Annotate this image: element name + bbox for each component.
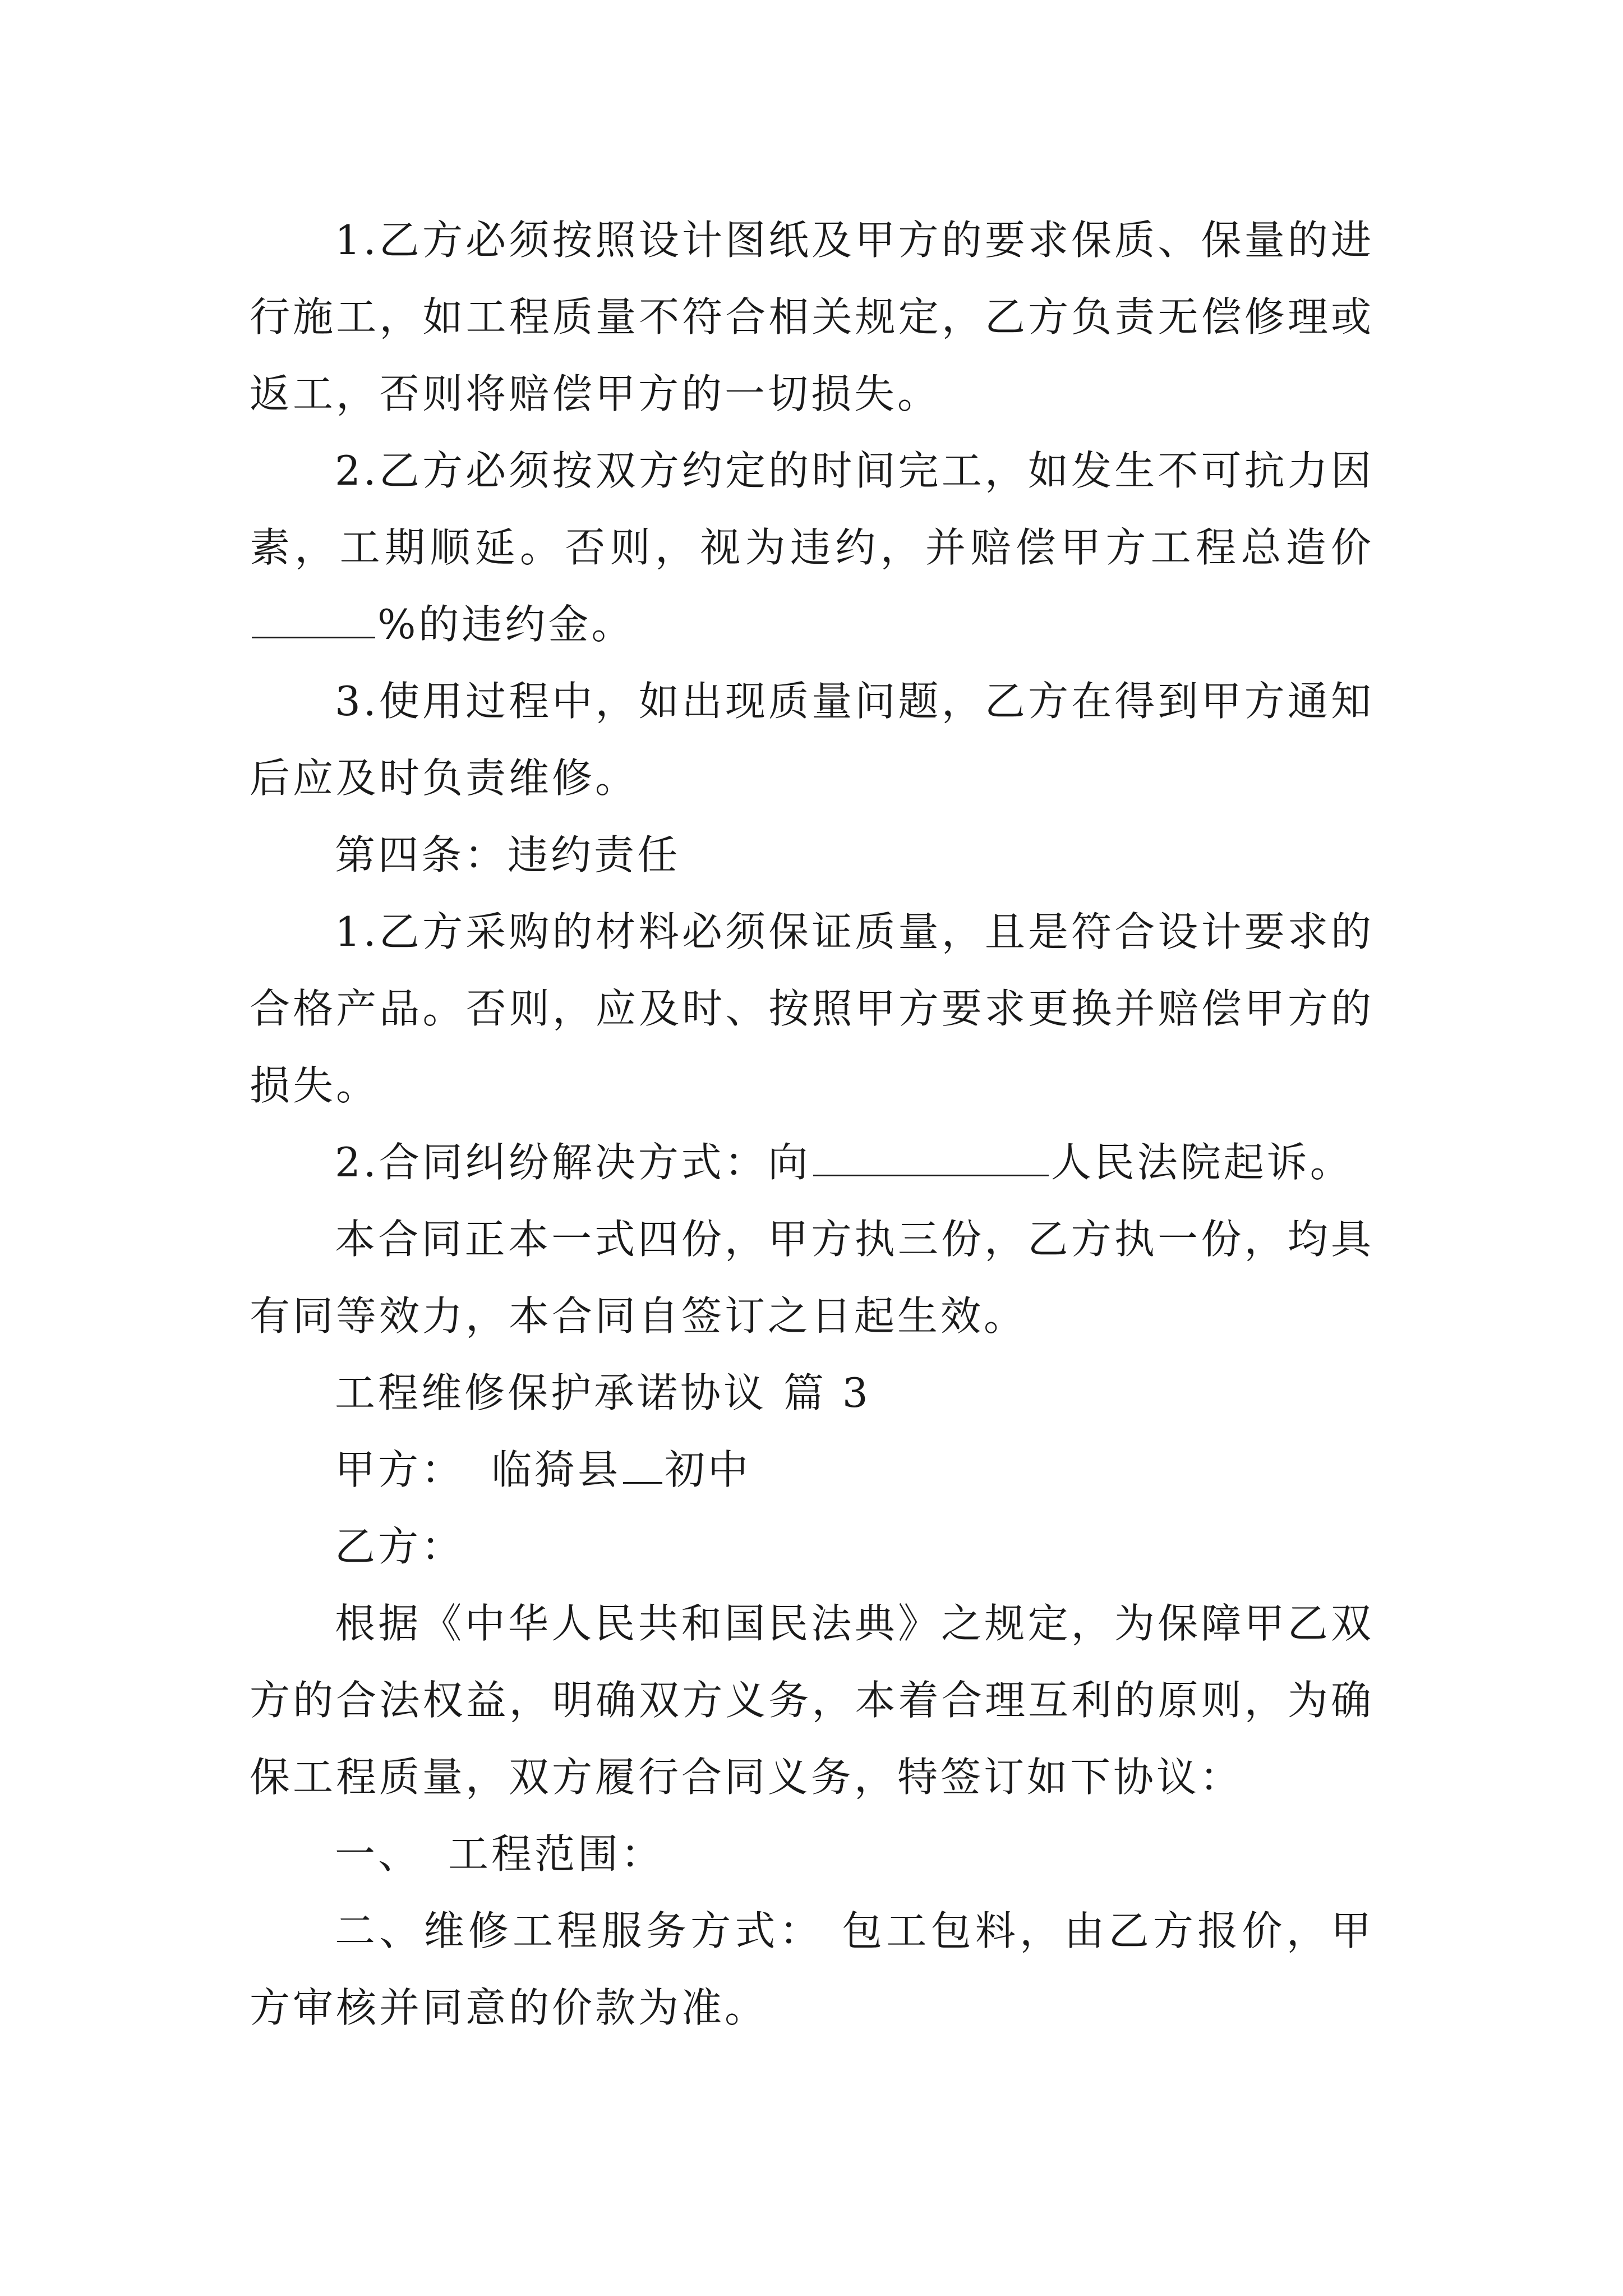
section-one-text: 工程范围： bbox=[448, 1830, 665, 1878]
agreement-title bbox=[250, 1355, 1374, 1432]
section-two-label: 二、维修工程服务方式： bbox=[335, 1907, 824, 1954]
document-body bbox=[250, 202, 1374, 2046]
party-a-county: 临猗县 bbox=[491, 1446, 621, 1493]
clause-deadline-tail: %的违约金。 bbox=[377, 601, 635, 648]
clause-copies: 本合同正本一式四份，甲方执三份，乙方执一份，均具有同等效力，本合同自签订之日起生效。 bbox=[250, 1216, 1374, 1340]
agreement-preamble: 根据《中华人民共和国民法典》之规定，为保障甲乙双方的合法权益，明确双方义务，本着合理互利的原则，为确保工程质量，双方履行合同义务，特签订如下协议： bbox=[250, 1600, 1374, 1801]
clause-materials: 1.乙方采购的材料必须保证质量，且是符合设计要求的合格产品。否则，应及时、按照甲方要求更换并赔偿甲方的损失。 bbox=[250, 908, 1374, 1109]
penalty-percent-blank bbox=[252, 603, 375, 638]
court-name-blank bbox=[813, 1141, 1049, 1176]
clause-quality: 1.乙方必须按照设计图纸及甲方的要求保质、保量的进行施工，如工程质量不符合相关规定，乙方负责无偿修理或返工，否则将赔偿甲方的一切损失。 bbox=[250, 217, 1374, 417]
article-four-heading: 第四条：违约责任 bbox=[335, 831, 681, 878]
party-a-label: 甲方： bbox=[335, 1446, 465, 1493]
clause-dispute-tail: 人民法院起诉。 bbox=[1050, 1139, 1353, 1186]
clause-deadline bbox=[250, 432, 1374, 663]
party-b-line bbox=[250, 1508, 1374, 1585]
clause-deadline-text: 2.乙方必须按双方约定的时间完工，如发生不可抗力因素，工期顺延。否则，视为违约，并赔偿甲方工程总造价 bbox=[250, 447, 1374, 571]
party-a-school: 初中 bbox=[665, 1446, 751, 1493]
section-two-text: 包工包料，由乙方报价，甲方审核并同意的价款为准。 bbox=[250, 1907, 1374, 2031]
agreement-title-part: 篇 3 bbox=[783, 1369, 871, 1416]
agreement-title-text: 工程维修保护承诺协议 bbox=[335, 1369, 767, 1416]
clause-maintenance: 3.使用过程中，如出现质量问题，乙方在得到甲方通知后应及时负责维修。 bbox=[250, 678, 1374, 802]
party-b-label: 乙方： bbox=[335, 1523, 465, 1570]
school-name-blank bbox=[623, 1448, 662, 1484]
clause-dispute-text: 2.合同纠纷解决方式：向 bbox=[335, 1139, 811, 1186]
section-two bbox=[250, 1893, 1374, 2046]
section-one bbox=[250, 1816, 1374, 1893]
party-a-line bbox=[250, 1432, 1374, 1508]
section-one-number: 一、 bbox=[335, 1830, 422, 1878]
clause-dispute bbox=[250, 1124, 1374, 1201]
